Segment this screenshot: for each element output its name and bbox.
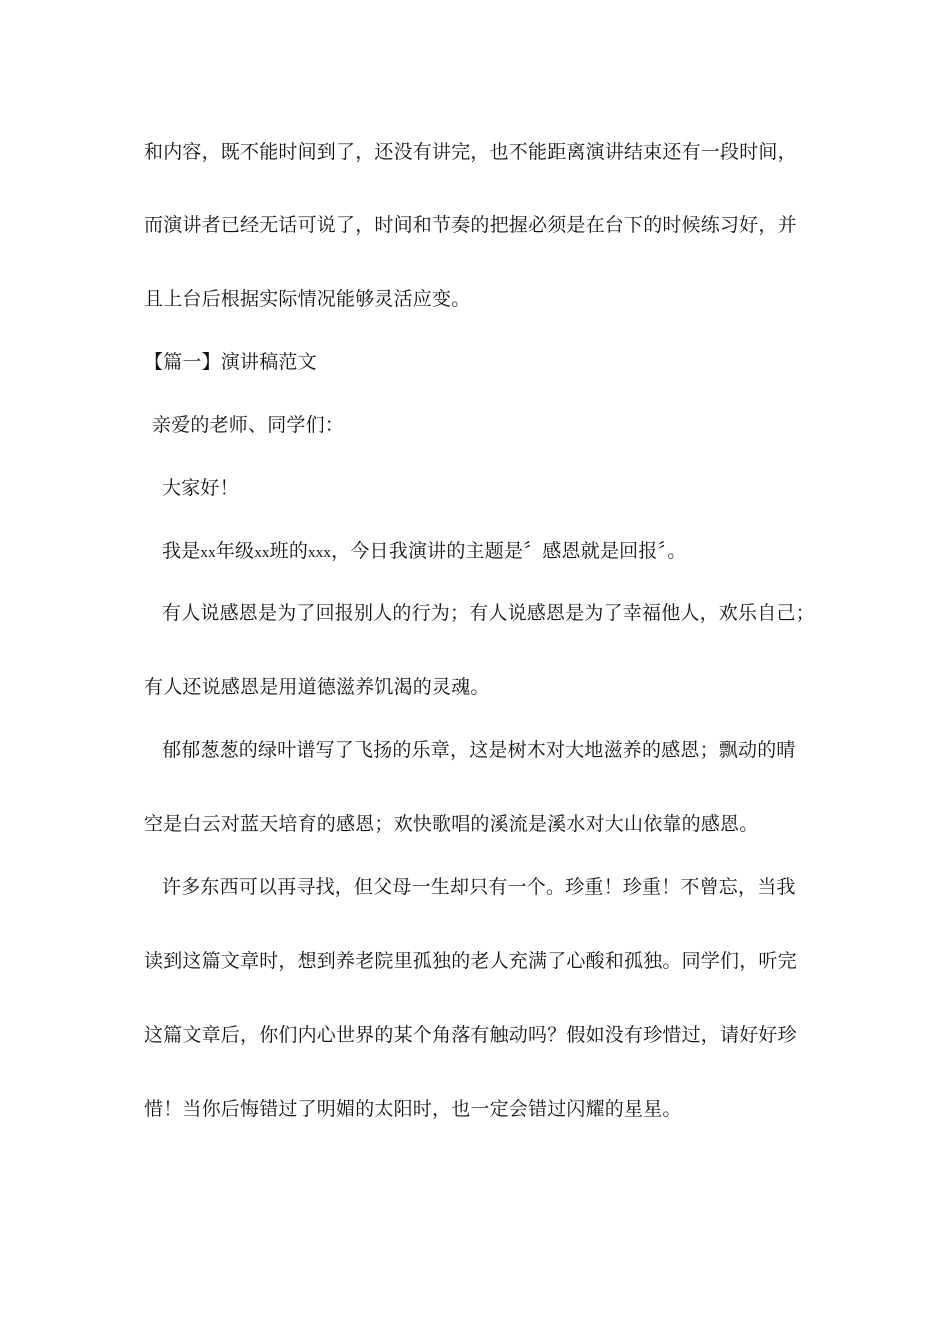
self-intro-text-2: 年级 (215, 540, 255, 562)
intro-line-1: 和内容，既不能时间到了，还没有讲完，也不能距离演讲结束还有一段时间， (144, 141, 797, 163)
section-title: 【篇一】演讲稿范文 (144, 351, 317, 373)
paragraph1-line-1: 有人说感恩是为了回报别人的行为；有人说感恩是为了幸福他人，欢乐自己； (162, 602, 815, 624)
intro-line-3: 且上台后根据实际情况能够灵活应变。 (144, 288, 471, 310)
greeting: 大家好！ (162, 477, 239, 499)
paragraph3-line-1: 许多东西可以再寻找，但父母一生却只有一个。珍重！珍重！不曾忘，当我 (162, 876, 796, 898)
self-intro-text-4: ，今日我演讲的主题是〞感恩就是回报〞。 (331, 540, 687, 562)
self-intro-text-3: 班的 (269, 540, 309, 562)
paragraph3-line-4: 惜！当你后悔错过了明媚的太阳时，也一定会错过闪耀的星星。 (144, 1098, 682, 1120)
name-placeholder: xxx (308, 545, 332, 561)
paragraph1-line-2: 有人还说感恩是用道德滋养饥渴的灵魂。 (144, 676, 490, 698)
paragraph3-line-3: 这篇文章后，你们内心世界的某个角落有触动吗？假如没有珍惜过，请好好珍 (144, 1024, 797, 1046)
salutation: 亲爱的老师、同学们： (152, 414, 345, 436)
self-intro-line (162, 538, 832, 566)
grade-placeholder: xx (200, 545, 216, 561)
intro-line-2: 而演讲者已经无话可说了，时间和节奏的把握必须是在台下的时候练习好，并 (144, 214, 797, 236)
paragraph3-line-2: 读到这篇文章时，想到养老院里孤独的老人充满了心酸和孤独。同学们，听完 (144, 950, 797, 972)
paragraph2-line-1: 郁郁葱葱的绿叶谱写了飞扬的乐章，这是树木对大地滋养的感恩；飘动的晴 (162, 739, 796, 761)
paragraph2-line-2: 空是白云对蓝天培育的感恩；欢快歌唱的溪流是溪水对大山依靠的感恩。 (144, 813, 759, 835)
class-placeholder: xx (254, 545, 270, 561)
self-intro-text-1: 我是 (162, 540, 201, 562)
